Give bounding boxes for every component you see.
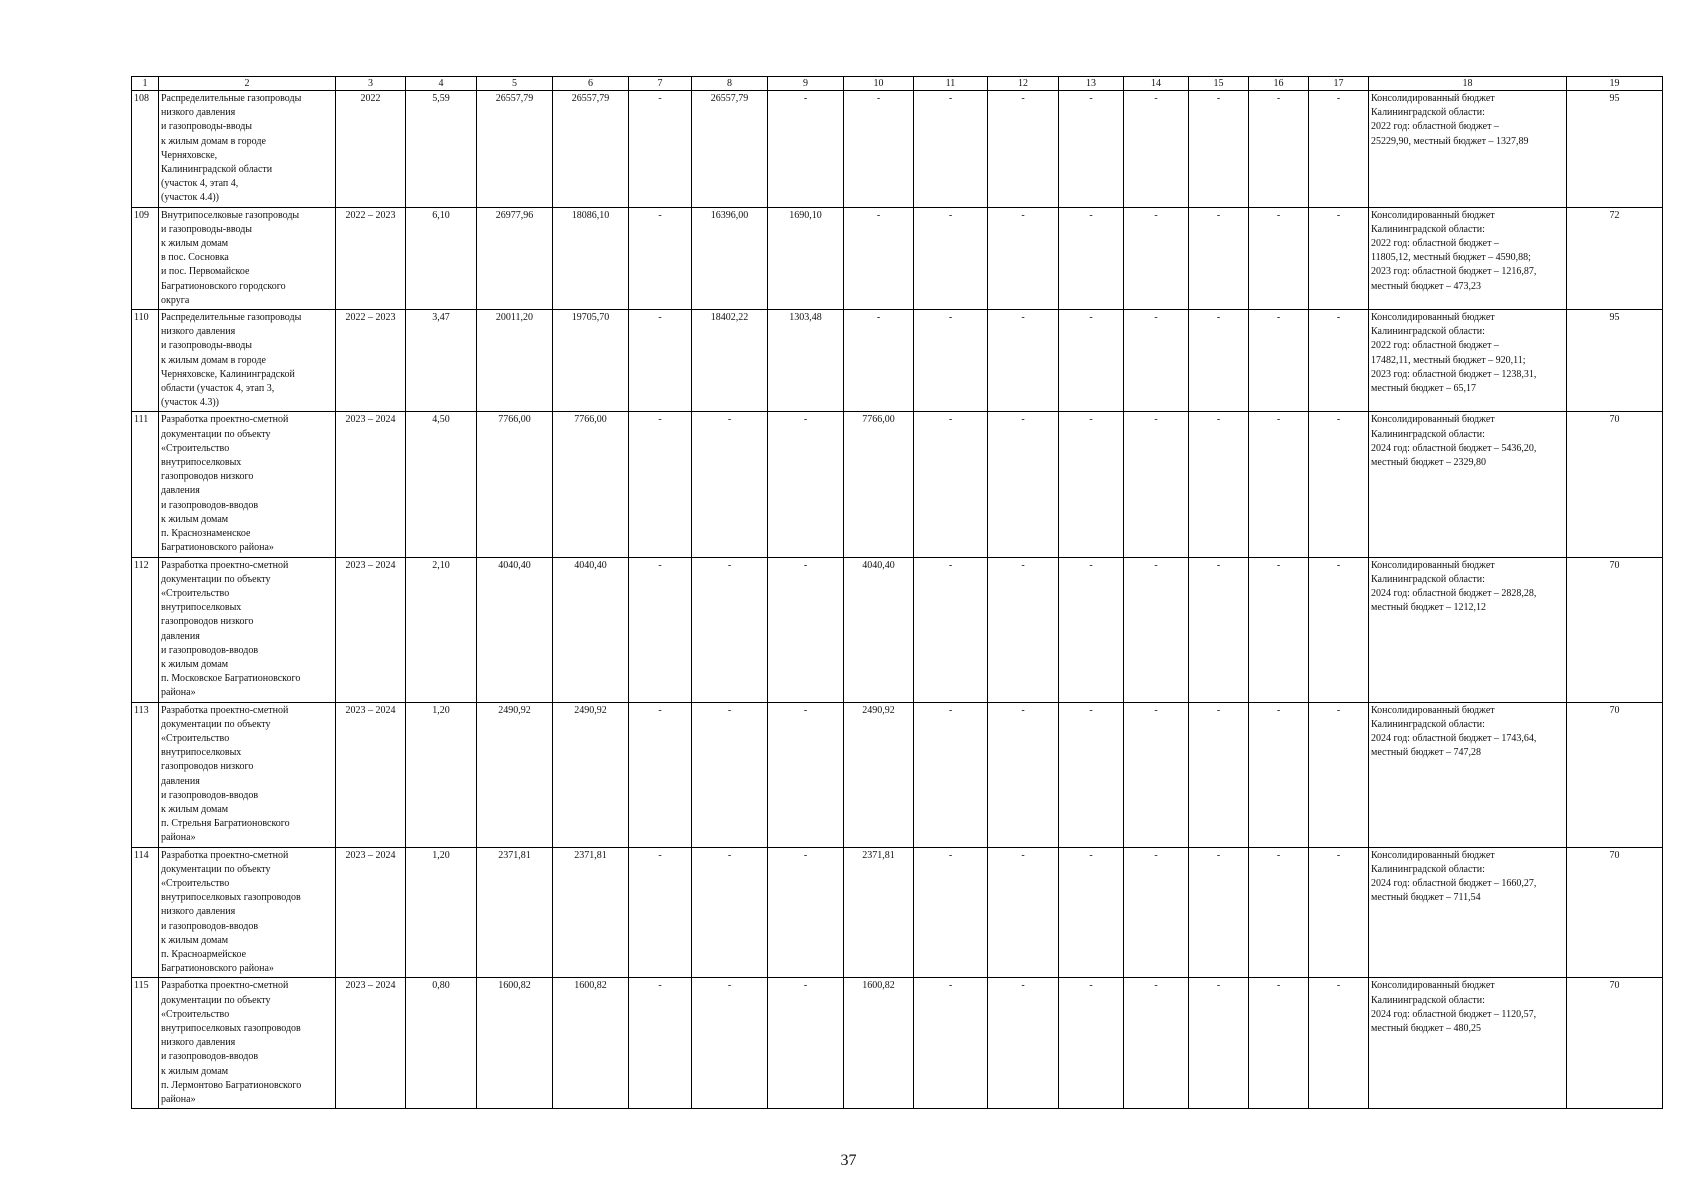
- row-number: 112: [132, 557, 159, 702]
- object-name: Разработка проектно-сметной документации по объекту «Строительство внутрипоселковых газопроводов низкого давления и газопроводов-вводов к жилым домам п. Краснознаменское Багратионовского района»: [159, 412, 336, 557]
- value-cell: -: [629, 310, 692, 412]
- value-cell: -: [692, 978, 768, 1109]
- value-cell: -: [914, 557, 988, 702]
- value-cell: -: [1059, 91, 1124, 208]
- value-cell: -: [1124, 557, 1189, 702]
- value-cell: -: [914, 207, 988, 309]
- value-cell: 7766,00: [844, 412, 914, 557]
- funding-source: Консолидированный бюджет Калининградской области: 2024 год: областной бюджет – 2828,28, местный бюджет – 1212,12: [1369, 557, 1567, 702]
- value-cell: -: [1059, 310, 1124, 412]
- period-cell: 2023 – 2024: [336, 847, 406, 978]
- value-cell: 70: [1567, 978, 1663, 1109]
- value-cell: 70: [1567, 557, 1663, 702]
- length-cell: 0,80: [406, 978, 477, 1109]
- value-cell: -: [768, 978, 844, 1109]
- value-cell: -: [1249, 702, 1309, 847]
- value-cell: -: [768, 412, 844, 557]
- table-row: [132, 412, 1663, 557]
- value-cell: -: [768, 702, 844, 847]
- table-row: [132, 91, 1663, 208]
- value-cell: -: [988, 847, 1059, 978]
- value-cell: -: [692, 847, 768, 978]
- value-cell: 70: [1567, 412, 1663, 557]
- value-cell: -: [988, 310, 1059, 412]
- value-cell: -: [1309, 702, 1369, 847]
- value-cell: 1600,82: [553, 978, 629, 1109]
- funding-source: Консолидированный бюджет Калининградской области: 2024 год: областной бюджет – 1743,64, местный бюджет – 747,28: [1369, 702, 1567, 847]
- row-number: 114: [132, 847, 159, 978]
- value-cell: -: [1309, 978, 1369, 1109]
- funding-source: Консолидированный бюджет Калининградской области: 2022 год: областной бюджет – 25229,90, местный бюджет – 1327,89: [1369, 91, 1567, 208]
- object-name: Распределительные газопроводы низкого давления и газопроводы-вводы к жилым домам в городе Черняховске, Калининградской области (участок 4, этап 3, (участок 4.3)): [159, 310, 336, 412]
- object-name: Разработка проектно-сметной документации по объекту «Строительство внутрипоселковых газопроводов низкого давления и газопроводов-вводов к жилым домам п. Лермонтово Багратионовского района»: [159, 978, 336, 1109]
- document-page: [131, 76, 1663, 1109]
- funding-source: Консолидированный бюджет Калининградской области: 2024 год: областной бюджет – 1660,27, местный бюджет – 711,54: [1369, 847, 1567, 978]
- value-cell: -: [914, 91, 988, 208]
- value-cell: 20011,20: [477, 310, 553, 412]
- length-cell: 1,20: [406, 847, 477, 978]
- header-cell: 12: [988, 77, 1059, 91]
- period-cell: 2022 – 2023: [336, 207, 406, 309]
- value-cell: -: [1249, 978, 1309, 1109]
- value-cell: -: [1189, 702, 1249, 847]
- value-cell: -: [844, 310, 914, 412]
- object-name: Распределительные газопроводы низкого давления и газопроводы-вводы к жилым домам в городе Черняховске, Калининградской области (участок 4, этап 4, (участок 4.4)): [159, 91, 336, 208]
- value-cell: -: [914, 412, 988, 557]
- value-cell: 1600,82: [844, 978, 914, 1109]
- value-cell: -: [1189, 207, 1249, 309]
- gas-pipeline-table: [131, 76, 1663, 1109]
- value-cell: -: [1189, 310, 1249, 412]
- table-row: [132, 702, 1663, 847]
- object-name: Разработка проектно-сметной документации по объекту «Строительство внутрипоселковых газопроводов низкого давления и газопроводов-вводов к жилым домам п. Стрельня Багратионовского района»: [159, 702, 336, 847]
- table-row: [132, 557, 1663, 702]
- funding-source: Консолидированный бюджет Калининградской области: 2024 год: областной бюджет – 1120,57, местный бюджет – 480,25: [1369, 978, 1567, 1109]
- value-cell: 95: [1567, 91, 1663, 208]
- header-cell: 2: [159, 77, 336, 91]
- value-cell: 1600,82: [477, 978, 553, 1109]
- header-cell: 7: [629, 77, 692, 91]
- value-cell: 2490,92: [477, 702, 553, 847]
- table-row: [132, 978, 1663, 1109]
- header-cell: 18: [1369, 77, 1567, 91]
- value-cell: 2371,81: [844, 847, 914, 978]
- value-cell: -: [1189, 847, 1249, 978]
- value-cell: -: [629, 91, 692, 208]
- header-cell: 8: [692, 77, 768, 91]
- value-cell: -: [1059, 557, 1124, 702]
- value-cell: 18402,22: [692, 310, 768, 412]
- value-cell: 18086,10: [553, 207, 629, 309]
- header-cell: 3: [336, 77, 406, 91]
- value-cell: 72: [1567, 207, 1663, 309]
- header-cell: 1: [132, 77, 159, 91]
- value-cell: 2490,92: [844, 702, 914, 847]
- value-cell: -: [1059, 412, 1124, 557]
- header-cell: 4: [406, 77, 477, 91]
- value-cell: -: [1124, 847, 1189, 978]
- value-cell: -: [988, 702, 1059, 847]
- value-cell: -: [1309, 91, 1369, 208]
- funding-source: Консолидированный бюджет Калининградской области: 2022 год: областной бюджет – 17482,11, местный бюджет – 920,11; 2023 год: областной бюджет – 1238,31, местный бюджет – 65,17: [1369, 310, 1567, 412]
- value-cell: 26557,79: [477, 91, 553, 208]
- value-cell: -: [988, 412, 1059, 557]
- value-cell: -: [1249, 91, 1309, 208]
- value-cell: -: [1059, 702, 1124, 847]
- page-number: 37: [840, 1152, 857, 1169]
- object-name: Разработка проектно-сметной документации по объекту «Строительство внутрипоселковых газопроводов низкого давления и газопроводов-вводов к жилым домам п. Красноармейское Багратионовского района»: [159, 847, 336, 978]
- value-cell: -: [1309, 847, 1369, 978]
- value-cell: -: [692, 557, 768, 702]
- value-cell: -: [1249, 310, 1309, 412]
- value-cell: 4040,40: [553, 557, 629, 702]
- value-cell: -: [844, 207, 914, 309]
- value-cell: 95: [1567, 310, 1663, 412]
- object-name: Внутрипоселковые газопроводы и газопроводы-вводы к жилым домам в пос. Сосновка и пос. Первомайское Багратионовского городского округа: [159, 207, 336, 309]
- value-cell: -: [1124, 207, 1189, 309]
- value-cell: -: [914, 310, 988, 412]
- value-cell: -: [629, 702, 692, 847]
- length-cell: 3,47: [406, 310, 477, 412]
- value-cell: -: [1059, 978, 1124, 1109]
- header-cell: 13: [1059, 77, 1124, 91]
- header-cell: 16: [1249, 77, 1309, 91]
- value-cell: -: [1249, 847, 1309, 978]
- value-cell: -: [629, 847, 692, 978]
- header-cell: 6: [553, 77, 629, 91]
- value-cell: -: [1309, 557, 1369, 702]
- value-cell: -: [1309, 412, 1369, 557]
- header-row: [132, 77, 1663, 91]
- value-cell: -: [1124, 91, 1189, 208]
- value-cell: -: [914, 702, 988, 847]
- table-row: [132, 310, 1663, 412]
- value-cell: -: [914, 847, 988, 978]
- row-number: 110: [132, 310, 159, 412]
- value-cell: -: [988, 557, 1059, 702]
- value-cell: -: [1059, 847, 1124, 978]
- header-cell: 5: [477, 77, 553, 91]
- value-cell: 2490,92: [553, 702, 629, 847]
- row-number: 109: [132, 207, 159, 309]
- value-cell: -: [629, 207, 692, 309]
- value-cell: -: [988, 91, 1059, 208]
- header-cell: 9: [768, 77, 844, 91]
- header-cell: 15: [1189, 77, 1249, 91]
- value-cell: -: [1189, 91, 1249, 208]
- table-row: [132, 207, 1663, 309]
- value-cell: -: [692, 702, 768, 847]
- value-cell: -: [844, 91, 914, 208]
- value-cell: -: [1189, 978, 1249, 1109]
- value-cell: 16396,00: [692, 207, 768, 309]
- value-cell: 4040,40: [844, 557, 914, 702]
- value-cell: -: [1124, 310, 1189, 412]
- period-cell: 2022 – 2023: [336, 310, 406, 412]
- value-cell: -: [629, 412, 692, 557]
- value-cell: -: [768, 91, 844, 208]
- value-cell: 7766,00: [553, 412, 629, 557]
- header-cell: 19: [1567, 77, 1663, 91]
- value-cell: -: [629, 978, 692, 1109]
- row-number: 108: [132, 91, 159, 208]
- value-cell: 7766,00: [477, 412, 553, 557]
- value-cell: 4040,40: [477, 557, 553, 702]
- value-cell: -: [1124, 702, 1189, 847]
- funding-source: Консолидированный бюджет Калининградской области: 2024 год: областной бюджет – 5436,20, местный бюджет – 2329,80: [1369, 412, 1567, 557]
- value-cell: -: [768, 847, 844, 978]
- period-cell: 2023 – 2024: [336, 557, 406, 702]
- length-cell: 6,10: [406, 207, 477, 309]
- period-cell: 2022: [336, 91, 406, 208]
- value-cell: -: [1249, 412, 1309, 557]
- row-number: 115: [132, 978, 159, 1109]
- header-cell: 11: [914, 77, 988, 91]
- value-cell: 26977,96: [477, 207, 553, 309]
- value-cell: 2371,81: [477, 847, 553, 978]
- value-cell: 1303,48: [768, 310, 844, 412]
- table-row: [132, 847, 1663, 978]
- value-cell: 26557,79: [692, 91, 768, 208]
- value-cell: -: [1124, 978, 1189, 1109]
- object-name: Разработка проектно-сметной документации по объекту «Строительство внутрипоселковых газопроводов низкого давления и газопроводов-вводов к жилым домам п. Московское Багратионовского района»: [159, 557, 336, 702]
- value-cell: -: [1309, 310, 1369, 412]
- length-cell: 2,10: [406, 557, 477, 702]
- value-cell: -: [1189, 412, 1249, 557]
- funding-source: Консолидированный бюджет Калининградской области: 2022 год: областной бюджет – 11805,12, местный бюджет – 4590,88; 2023 год: областной бюджет – 1216,87, местный бюджет – 473,23: [1369, 207, 1567, 309]
- value-cell: -: [692, 412, 768, 557]
- header-cell: 17: [1309, 77, 1369, 91]
- value-cell: -: [1249, 557, 1309, 702]
- row-number: 111: [132, 412, 159, 557]
- length-cell: 4,50: [406, 412, 477, 557]
- value-cell: -: [914, 978, 988, 1109]
- value-cell: -: [1124, 412, 1189, 557]
- value-cell: 70: [1567, 847, 1663, 978]
- value-cell: 2371,81: [553, 847, 629, 978]
- period-cell: 2023 – 2024: [336, 702, 406, 847]
- length-cell: 5,59: [406, 91, 477, 208]
- value-cell: 26557,79: [553, 91, 629, 208]
- value-cell: 70: [1567, 702, 1663, 847]
- length-cell: 1,20: [406, 702, 477, 847]
- header-cell: 14: [1124, 77, 1189, 91]
- value-cell: -: [1189, 557, 1249, 702]
- row-number: 113: [132, 702, 159, 847]
- header-cell: 10: [844, 77, 914, 91]
- value-cell: 19705,70: [553, 310, 629, 412]
- value-cell: -: [1059, 207, 1124, 309]
- value-cell: -: [1309, 207, 1369, 309]
- period-cell: 2023 – 2024: [336, 978, 406, 1109]
- value-cell: -: [768, 557, 844, 702]
- value-cell: -: [988, 978, 1059, 1109]
- value-cell: -: [1249, 207, 1309, 309]
- value-cell: -: [629, 557, 692, 702]
- value-cell: -: [988, 207, 1059, 309]
- period-cell: 2023 – 2024: [336, 412, 406, 557]
- value-cell: 1690,10: [768, 207, 844, 309]
